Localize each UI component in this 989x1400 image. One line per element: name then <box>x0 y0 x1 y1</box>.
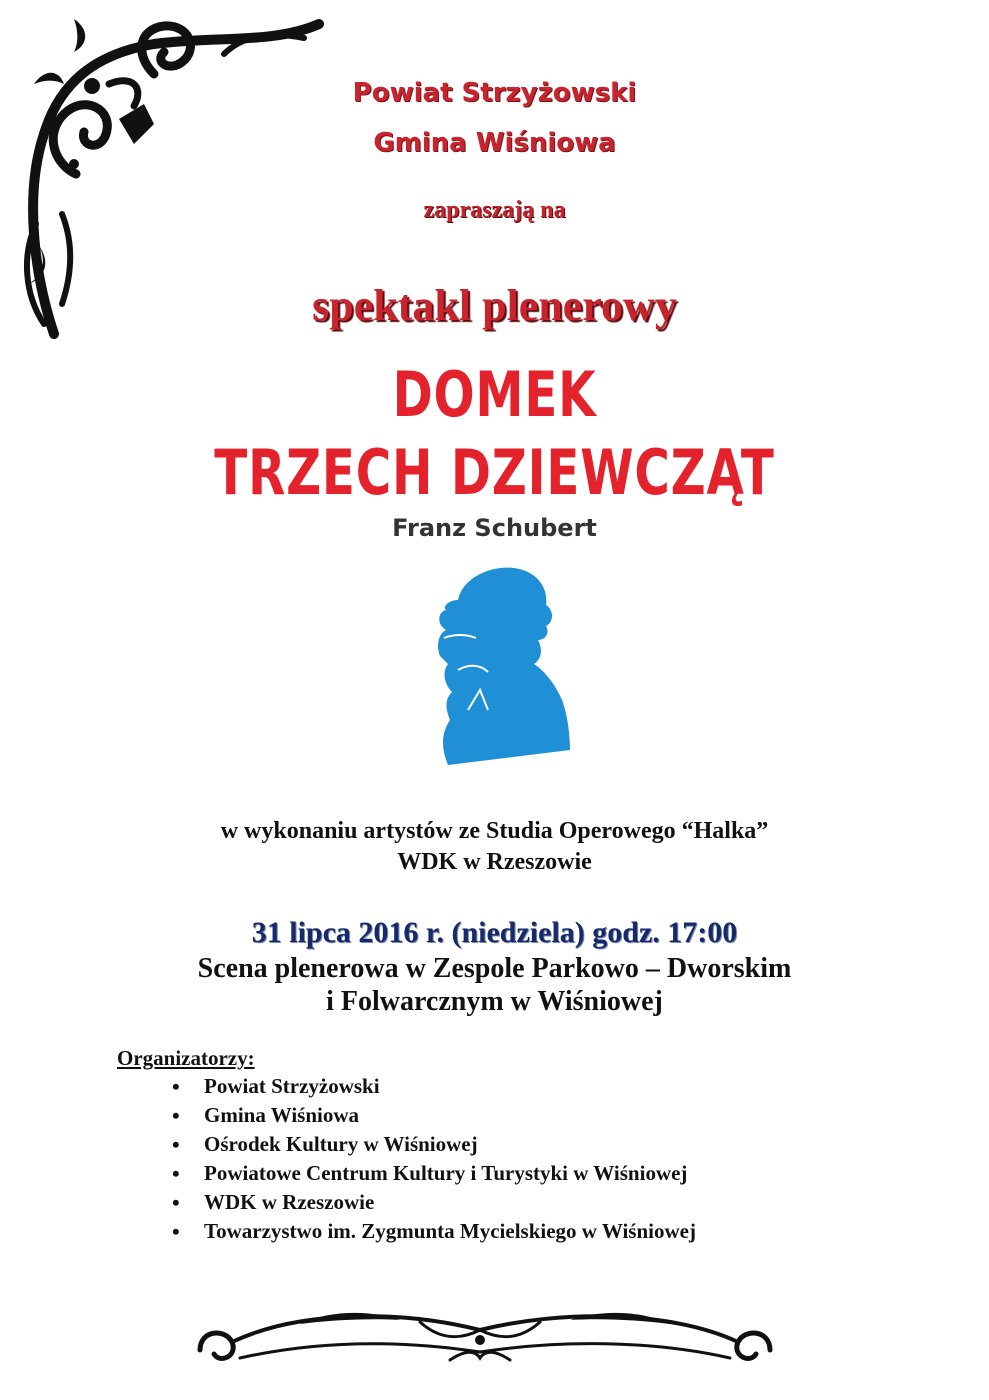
event-title-line2: TRZECH DZIEWCZĄT <box>214 436 775 509</box>
list-item: • Ośrodek Kultury w Wiśniowej <box>172 1130 696 1159</box>
list-item: • WDK w Rzeszowie <box>172 1188 696 1217</box>
performers-line2: WDK w Rzeszowie <box>397 849 592 875</box>
venue-line2: i Folwarcznym w Wiśniowej <box>326 986 663 1017</box>
list-item: • Powiat Strzyżowski <box>172 1072 696 1101</box>
bottom-ornament-icon <box>180 1300 790 1380</box>
organizers-heading: Organizatorzy: <box>117 1046 255 1070</box>
organizers-list <box>172 1072 696 1246</box>
event-title-line1: DOMEK <box>392 358 597 431</box>
performers-info <box>0 816 989 878</box>
event-venue <box>0 952 989 1018</box>
event-date: 31 lipca 2016 r. (niedziela) godz. 17:00 <box>251 916 738 949</box>
composer-silhouette-icon <box>428 560 573 770</box>
venue-line1: Scena plenerowa w Zespole Parkowo – Dworskim <box>197 953 792 984</box>
invite-text: zapraszają na <box>423 197 566 223</box>
composer-name: Franz Schubert <box>392 514 597 542</box>
organizer-heading-1: Powiat Strzyżowski <box>352 78 637 108</box>
organizer-heading-2: Gmina Wiśniowa <box>373 128 616 158</box>
list-item: • Gmina Wiśniowa <box>172 1101 696 1130</box>
performers-line1: w wykonaniu artystów ze Studia Operowego “Halka” <box>220 818 769 844</box>
list-item: • Powiatowe Centrum Kultury i Turystyki w Wiśniowej <box>172 1159 696 1188</box>
list-item: • Towarzystwo im. Zygmunta Mycielskiego w Wiśniowej <box>172 1217 696 1246</box>
event-type: spektakl plenerowy <box>312 281 677 330</box>
